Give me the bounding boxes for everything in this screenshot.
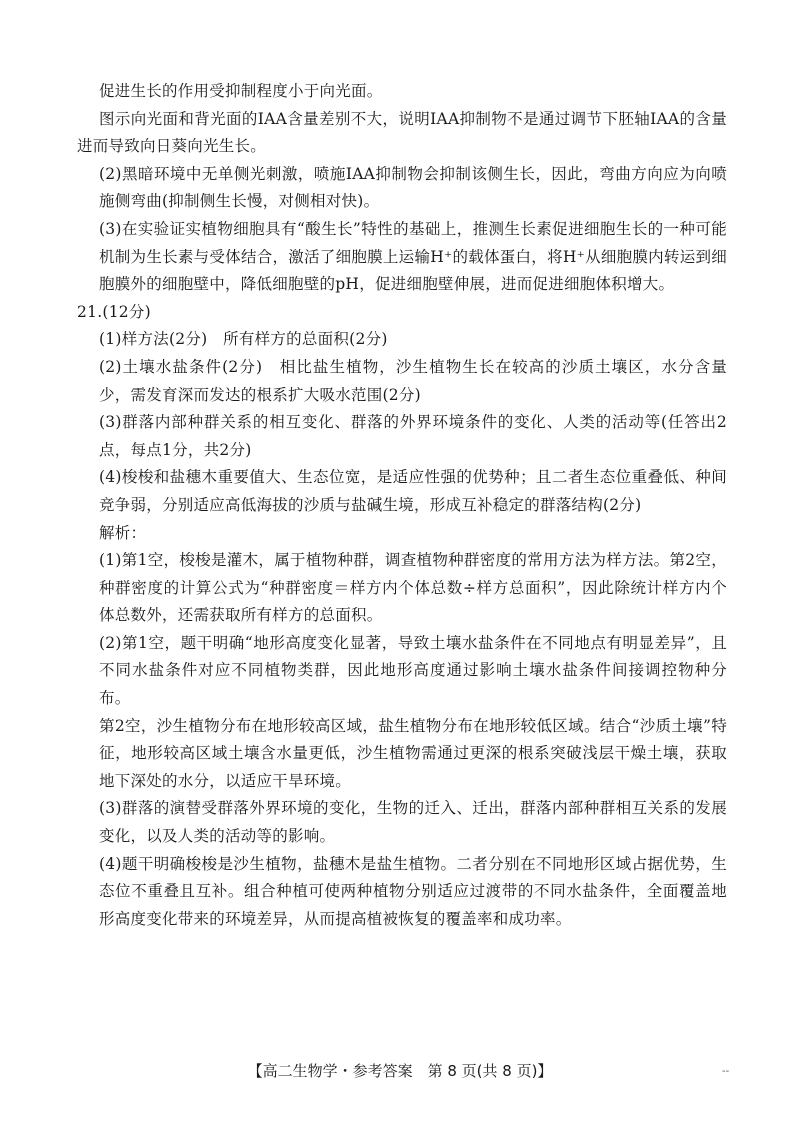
- paragraph: (3)在实验证实植物细胞具有“酸生长”特性的基础上，推测生长素促进细胞生长的一种可能机制为生长素与受体结合，激活了细胞膜上运输H⁺的载体蛋白，将H⁺从细胞膜内转运到细胞膜外的细胞壁中，降低细胞壁的pH，促进细胞壁伸展，进而促进细胞体积增大。: [99, 219, 727, 294]
- analysis-paragraph: (3)群落的演替受群落外界环境的变化，生物的迁入、迁出，群落内部种群相互关系的发展变化，以及人类的活动等的影响。: [99, 799, 727, 846]
- paragraph: 图示向光面和背光面的IAA含量差别不大，说明IAA抑制物不是通过调节下胚轴IAA的含量进而导致向日葵向光生长。: [77, 109, 727, 156]
- page-footer: 【高二生物学・参考答案 第 8 页(共 8 页)】: [247, 1062, 553, 1080]
- paragraph: 促进生长的作用受抑制程度小于向光面。: [99, 82, 383, 100]
- analysis-paragraph: (4)题干明确梭梭是沙生植物，盐穗木是盐生植物。二者分别在不同地形区域占据优势，生态位不重叠且互补。组合种植可使两种植物分别适应过渡带的不同水盐条件，全面覆盖地形高度变化带来的环境差异，从而提高植被恢复的覆盖率和成功率。: [99, 854, 727, 928]
- answer-item: (3)群落内部种群关系的相互变化、群落的外界环境条件的变化、人类的活动等(任答出2点，每点1分，共2分): [99, 413, 727, 459]
- answer-item: (2)土壤水盐条件(2分) 相比盐生植物，沙生植物生长在较高的沙质土壤区，水分含量少，需发育深而发达的根系扩大吸水范围(2分): [99, 357, 727, 404]
- answer-item: (4)梭梭和盐穗木重要值大、生态位宽，是适应性强的优势种；且二者生态位重叠低、种间竞争弱，分别适应高低海拔的沙质与盐碱生境，形成互补稳定的群落结构(2分): [99, 468, 727, 514]
- analysis-paragraph: (2)第1空，题干明确“地形高度变化显著，导致土壤水盐条件在不同地点有明显差异”，且不同水盐条件对应不同植物类群，因此地形高度通过影响土壤水盐条件间接调控物种分布。: [99, 633, 727, 708]
- answer-item: (1)样方法(2分) 所有样方的总面积(2分): [99, 330, 388, 349]
- paragraph: (2)黑暗环境中无单侧光刺激，喷施IAA抑制物会抑制该侧生长，因此，弯曲方向应为向喷施侧弯曲(抑制侧生长慢，对侧相对快)。: [99, 164, 727, 211]
- corner-mark: --: [722, 1066, 730, 1077]
- analysis-heading: 解析：: [99, 523, 147, 542]
- question-heading: 21.(12分): [77, 302, 151, 321]
- answer-text: [77, 78, 727, 933]
- analysis-paragraph: (1)第1空，梭梭是灌木，属于植物种群，调查植物种群密度的常用方法为样方法。第2空，种群密度的计算公式为“种群密度＝样方内个体总数÷样方总面积”，因此除统计样方内个体总数外，还需获取所有样方的总面积。: [99, 551, 727, 625]
- analysis-paragraph: 第2空，沙生植物分布在地形较高区域，盐生植物分布在地形较低区域。结合“沙质土壤”特征，地形较高区域土壤含水量更低，沙生植物需通过更深的根系突破浅层干燥土壤，获取地下深处的水分，以适应干旱环境。: [99, 716, 727, 790]
